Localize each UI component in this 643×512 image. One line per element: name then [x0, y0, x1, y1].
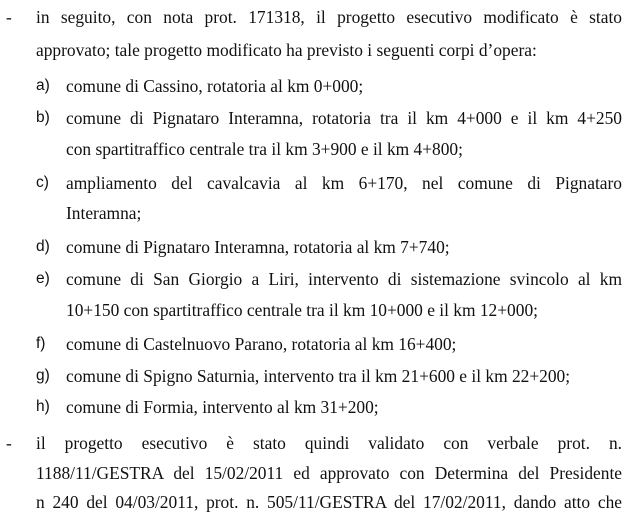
- item-line: ampliamento del cavalcavia al km 6+170, nel comune di Pignataro: [66, 173, 622, 193]
- item-line: Interamna;: [66, 203, 142, 223]
- item-line: comune di Pignataro Interamna, rotatoria al km 7+740;: [66, 237, 450, 257]
- item-label: h): [36, 398, 50, 415]
- bullet-dash: -: [6, 433, 12, 453]
- item-line: comune di Pignataro Interamna, rotatoria tra il km 4+000 e il km 4+250: [66, 108, 622, 128]
- item-label: g): [36, 367, 50, 384]
- item-line: comune di Cassino, rotatoria al km 0+000;: [66, 76, 364, 96]
- item-line: 10+150 con spartitraffico centrale tra il km 10+000 e il km 12+000;: [66, 300, 538, 320]
- item-label: b): [36, 109, 50, 126]
- item-label: c): [36, 174, 49, 191]
- item-line: comune di San Giorgio a Liri, intervento di sistemazione svincolo al km: [66, 269, 622, 289]
- bullet-dash: -: [6, 7, 12, 27]
- item-line: comune di Castelnuovo Parano, rotatoria al km 16+400;: [66, 334, 457, 354]
- item-label: d): [36, 238, 50, 255]
- item-line: con spartitraffico centrale tra il km 3+900 e il km 4+800;: [66, 139, 463, 159]
- paragraph-line: 1188/11/GESTRA del 15/02/2011 ed approvato con Determina del Presidente: [36, 463, 622, 483]
- paragraph-line: approvato; tale progetto modificato ha previsto i seguenti corpi d’opera:: [36, 40, 537, 60]
- paragraph-line: n 240 del 04/03/2011, prot. n. 505/11/GESTRA del 17/02/2011, dando atto che: [36, 492, 622, 512]
- paragraph-line: il progetto esecutivo è stato quindi validato con verbale prot. n.: [36, 433, 622, 453]
- item-label: a): [36, 77, 50, 94]
- item-line: comune di Spigno Saturnia, intervento tra il km 21+600 e il km 22+200;: [66, 366, 571, 386]
- paragraph-line: in seguito, con nota prot. 171318, il progetto esecutivo modificato è stato: [36, 7, 622, 27]
- item-label: f): [36, 335, 46, 352]
- item-line: comune di Formia, intervento al km 31+200;: [66, 397, 379, 417]
- item-label: e): [36, 270, 50, 287]
